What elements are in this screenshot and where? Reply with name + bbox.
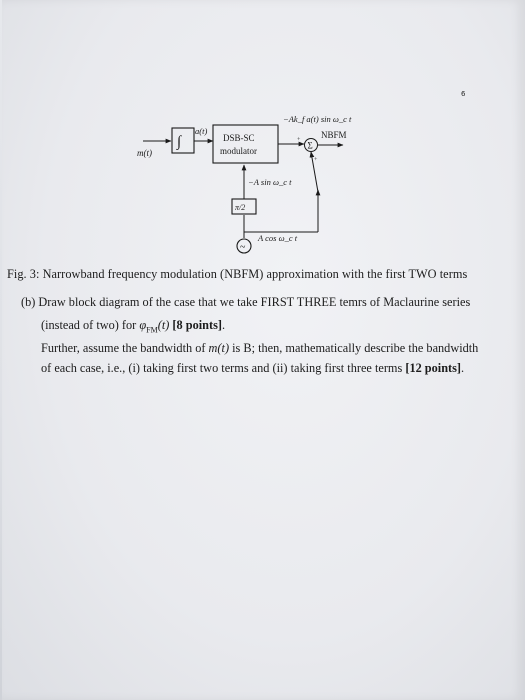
question-line4-end: . xyxy=(461,361,465,375)
modulator-label-line2: modulator xyxy=(220,146,257,156)
points-8: [8 points] xyxy=(172,318,222,332)
question-part-b-line2-end: . xyxy=(221,318,226,332)
figure-caption: Fig. 3: Narrowband frequency modulation (NBFM) approximation with the first TWO terms xyxy=(7,267,468,281)
question-line3 xyxy=(41,341,525,356)
integrator-block xyxy=(172,128,194,153)
modulator-output-label: −Ak_f a(t) sin ω_c t xyxy=(283,114,352,124)
phi-subscript: FM xyxy=(146,325,158,335)
question-part-b-line1: (b) Draw block diagram of the case that we take FIRST THREE temrs of Maclaurine series xyxy=(21,295,471,309)
integrator-symbol: ∫ xyxy=(177,134,182,150)
points-12: [12 points] xyxy=(405,361,462,375)
dsb-sc-modulator-block xyxy=(213,125,278,163)
phase-shift-label: π/2 xyxy=(235,203,246,212)
question-part-b-line2-pre: (instead of two) for xyxy=(41,318,140,332)
carrier-sin-label: −A sin ω_c t xyxy=(248,177,292,187)
integrator-output-label: a(t) xyxy=(195,126,208,136)
summer-symbol: Σ xyxy=(307,140,313,151)
question-line3-pre: Further, assume the bandwidth of xyxy=(41,341,209,355)
question-line3-post: is B; then, mathematically describe the bandwidth xyxy=(229,341,479,355)
input-label: m(t) xyxy=(137,148,152,158)
page-number: 6 xyxy=(461,90,466,98)
summer-plus-left: + xyxy=(297,137,301,143)
summer-plus-bottom: + xyxy=(314,157,318,163)
modulator-label-line1: DSB-SC xyxy=(223,133,255,143)
question-line4 xyxy=(41,361,525,376)
oscillator-symbol: ~ xyxy=(240,242,246,253)
carrier-cos-label: A cos ω_c t xyxy=(258,233,298,243)
output-label: NBFM xyxy=(321,130,347,140)
question-line4-pre: of each case, i.e., (i) taking first two terms and (ii) taking first three terms xyxy=(41,361,406,375)
phi-argument: (t) xyxy=(157,318,170,332)
question-part-b-line2 xyxy=(41,318,525,334)
mt-symbol: m(t) xyxy=(208,341,230,355)
phi-symbol: φ xyxy=(139,318,147,332)
